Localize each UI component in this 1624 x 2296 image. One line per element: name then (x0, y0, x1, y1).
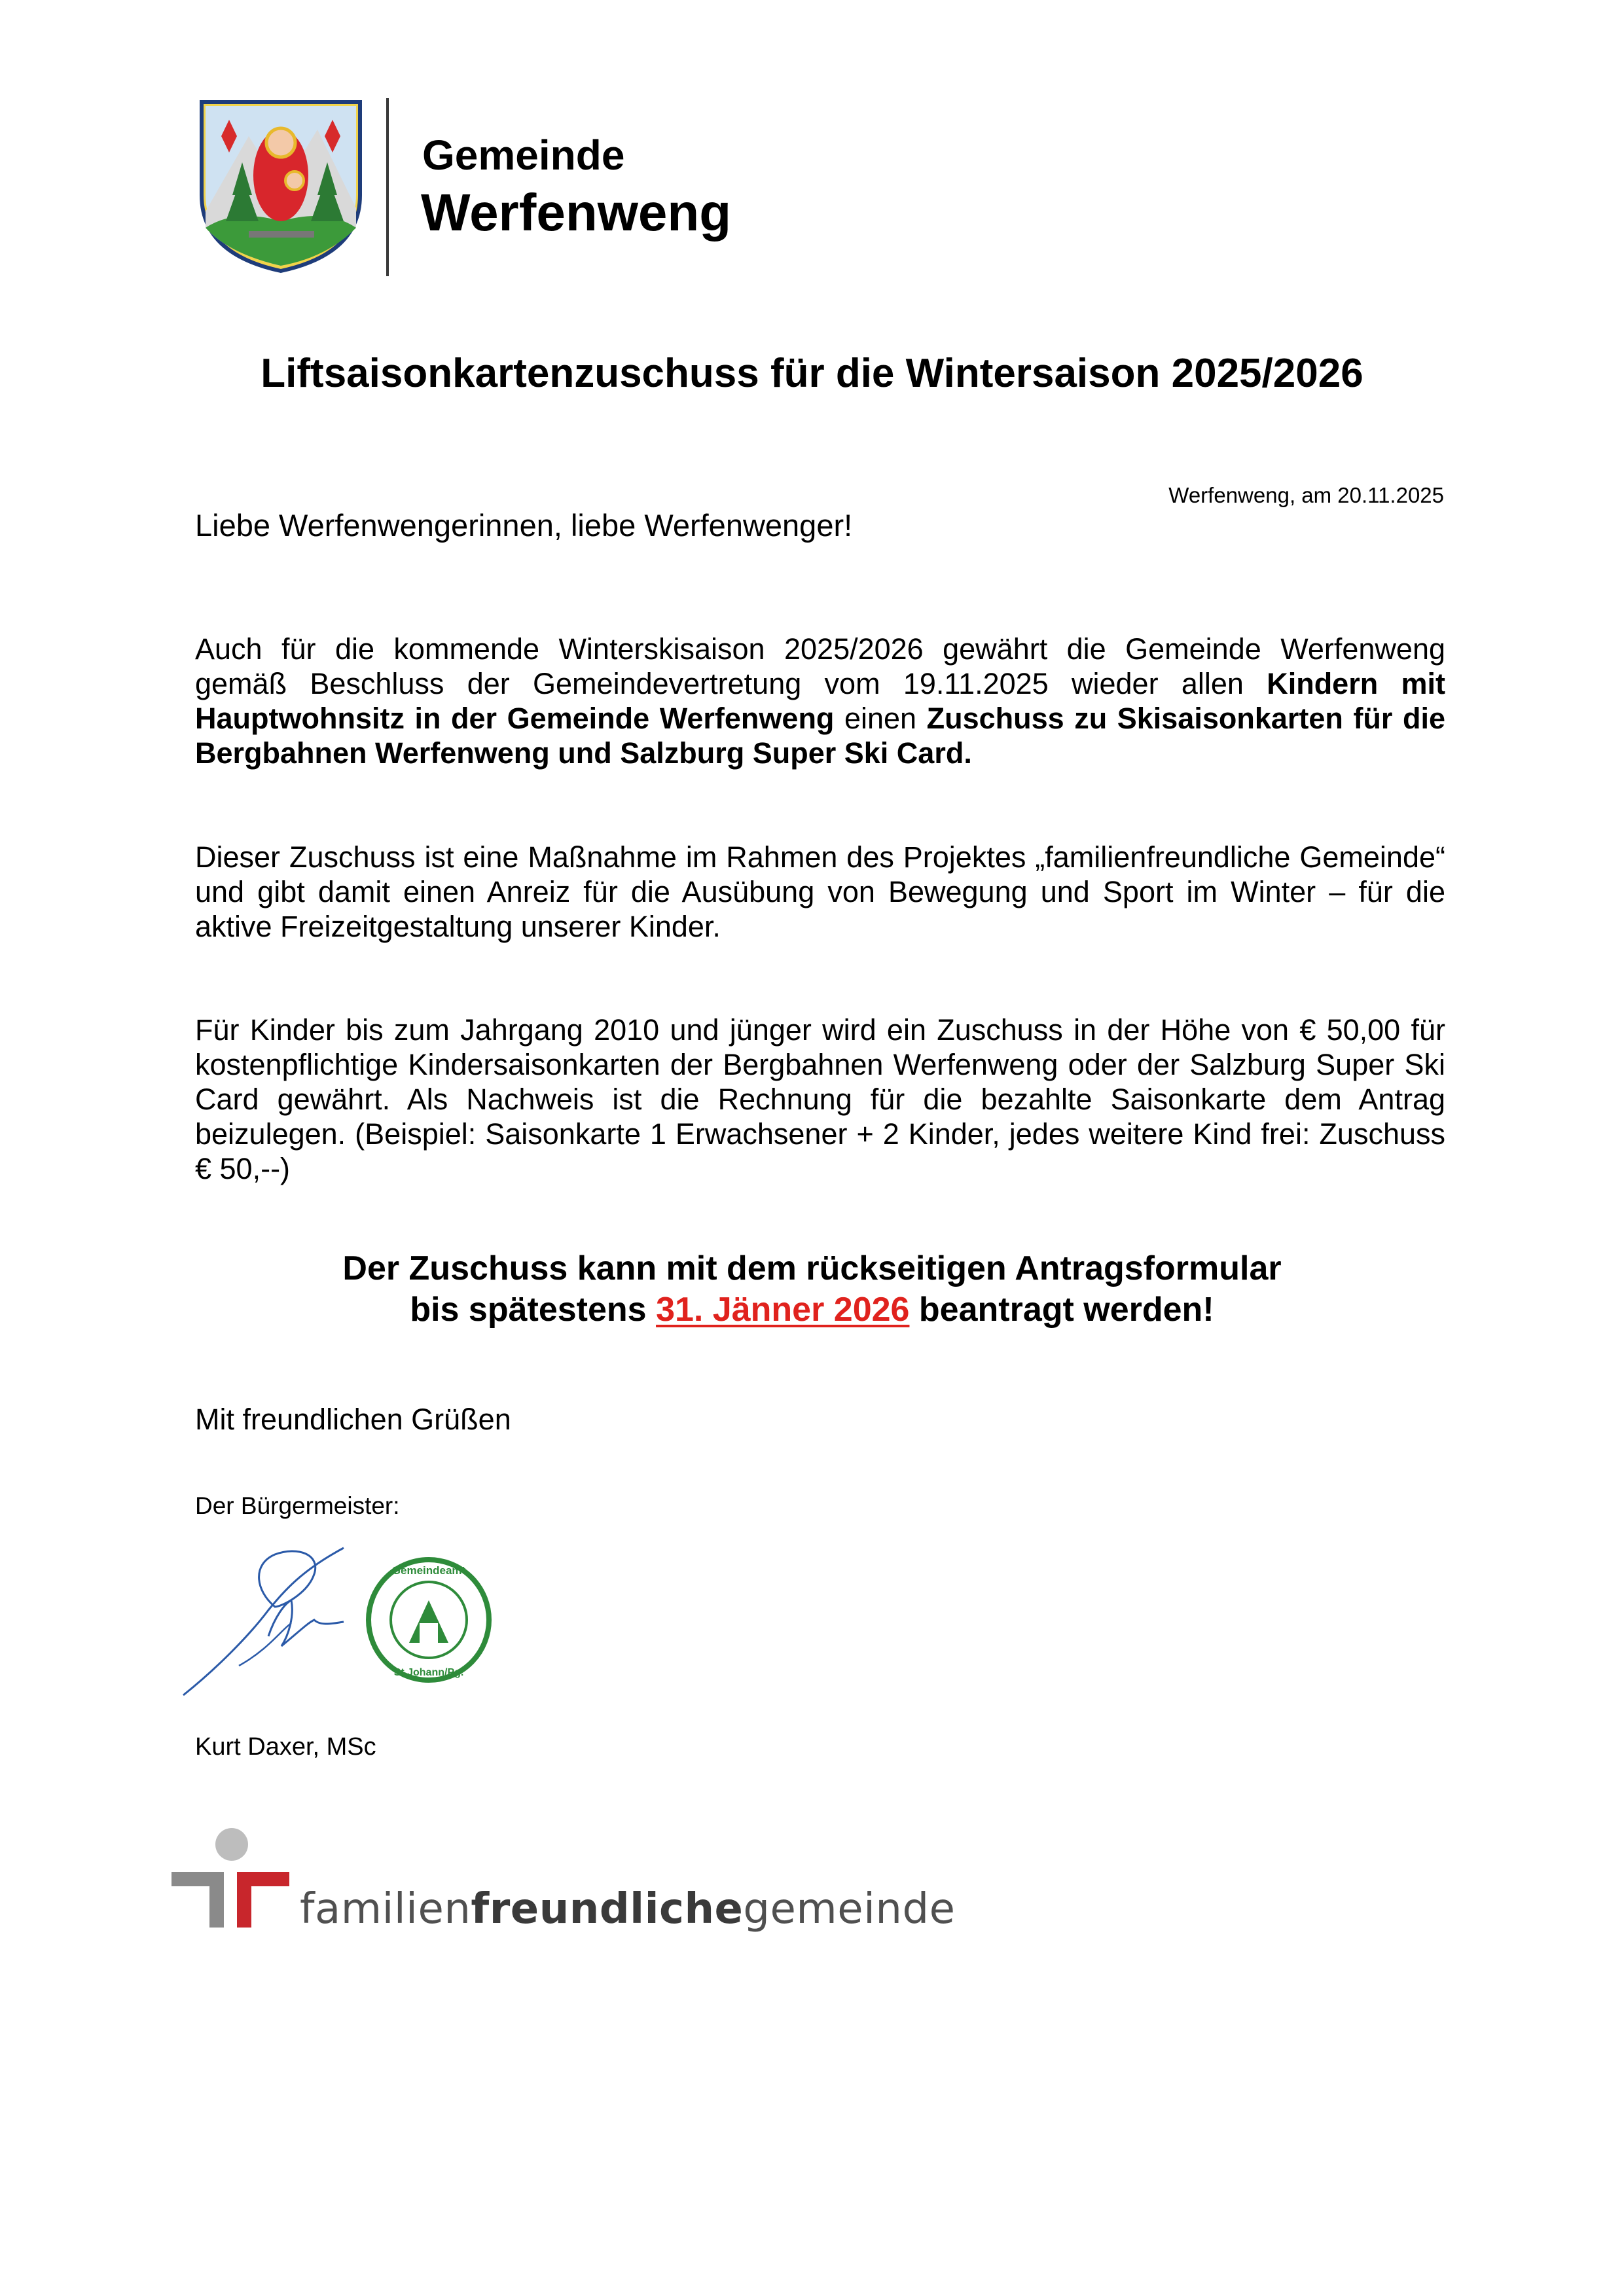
handwritten-signature (177, 1538, 367, 1702)
svg-text:Gemeindeamt: Gemeindeamt (391, 1564, 466, 1577)
official-stamp (363, 1554, 494, 1685)
closing-greeting: Mit freundlichen Grüßen (195, 1403, 511, 1436)
salutation: Liebe Werfenwengerinnen, liebe Werfenwenger! (195, 508, 853, 543)
place-date: Werfenweng, am 20.11.2025 (1168, 483, 1444, 507)
org-name-line2: Werfenweng (421, 183, 732, 242)
deadline-date: 31. Jänner 2026 (656, 1291, 910, 1329)
document-title: Liftsaisonkartenzuschuss für die Wintersaison 2025/2026 (261, 351, 1363, 396)
municipal-crest-logo (196, 97, 365, 274)
paragraph-intro: Auch für die kommende Winterskisaison 2025/2026 gewährt die Gemeinde Werfenweng gemäß Beschluss der Gemeindevertretung vom 19.11.2025 wieder allen Kindern mit Hauptwohnsitz in der Gemeinde Werfenweng einen Zuschuss zu Skisaisonkarten für die Bergbahnen Werfenweng und Salzburg Super Ski Card. (195, 632, 1445, 770)
org-name-line1: Gemeinde (422, 132, 625, 179)
paragraph-conditions: Für Kinder bis zum Jahrgang 2010 und jünger wird ein Zuschuss in der Höhe von € 50,00 für kostenpflichtige Kindersaisonkarten der Bergbahnen Werfenweng oder der Salzburg Super Ski Card gewährt. Als Nachweis ist die Rechnung für die bezahlte Saisonkarte dem Antrag beizulegen. (Beispiel: Saisonkarte 1 Erwachsener + 2 Kinder, jedes weitere Kind frei: Zuschuss € 50,--) (195, 1013, 1445, 1185)
mayor-name: Kurt Daxer, MSc (195, 1733, 376, 1761)
mayor-title: Der Bürgermeister: (195, 1492, 400, 1519)
deadline-callout: Der Zuschuss kann mit dem rückseitigen Antragsformular bis spätestens 31. Jänner 2026 beantragt werden! (342, 1249, 1282, 1329)
svg-text:St.Johann/Pg.: St.Johann/Pg. (393, 1667, 464, 1678)
footer-logo-text: familienfreundlichegemeinde (300, 1885, 956, 1933)
paragraph-purpose: Dieser Zuschuss ist eine Maßnahme im Rahmen des Projektes „familienfreundliche Gemeinde“ und gibt damit einen Anreiz für die Ausübung von Bewegung und Sport im Winter – für die aktive Freizeitgestaltung unserer Kinder. (195, 840, 1445, 943)
familienfreundliche-gemeinde-logo (171, 1826, 289, 1931)
header-divider (386, 98, 389, 276)
